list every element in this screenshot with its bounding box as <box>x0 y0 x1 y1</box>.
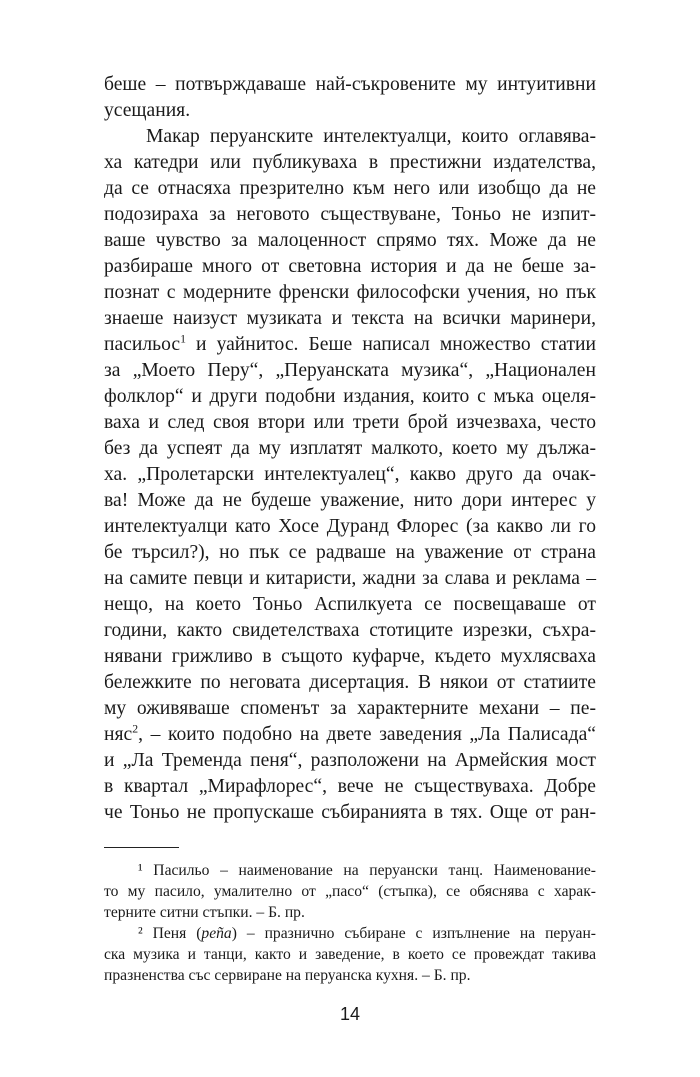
footnote-separator <box>104 847 179 848</box>
text-line: разбираше много от световна история и да не беше за- <box>104 256 596 277</box>
text-span: ² Пеня ( <box>138 925 202 942</box>
text-line: на самите певци и китаристи, жадни за слава и реклама – <box>104 568 596 589</box>
text-line: познат с модерните френски философски учения, но пък <box>104 282 596 303</box>
text-line: му оживяваше споменът за характерните механи – пе- <box>104 698 596 719</box>
text-line: подозираха за неговото съществуване, Тоньо не изпит- <box>104 204 596 225</box>
footnote-2-line: ска музика и танци, както и заведение, в което се провеждат такива <box>104 946 596 963</box>
text-line: години, както свидетелстваха стотиците изрезки, съхра- <box>104 620 596 641</box>
text-line: нещо, на което Тоньо Аспилкуета се посвещаваше от <box>104 594 596 615</box>
text-line: бе търсил?), но пък се радваше на уважение от страна <box>104 542 596 563</box>
text-span: пасильос <box>104 334 181 355</box>
text-line: за „Моето Перу“, „Перуанската музика“, „Национален <box>104 360 596 381</box>
text-line: ва! Може да не будеше уважение, нито дори интерес у <box>104 490 596 511</box>
page-number: 14 <box>339 1004 361 1024</box>
footnote-ref-2[interactable]: 2 <box>132 722 139 736</box>
text-line: без да успеят да му изплатят малкото, което му дължа- <box>104 438 596 459</box>
text-line: знаеше наизуст музиката и текста на всички маринери, <box>104 308 596 329</box>
footnote-1-line: ¹ Пасильо – наименование на перуански танц. Наименование- <box>138 862 596 879</box>
text-line: интелектуалци като Хосе Дуранд Флорес (за какво ли го <box>104 516 596 537</box>
text-line: в квартал „Мирафлорес“, вече не съществуваха. Добре <box>104 776 596 797</box>
text-line: фолклор“ и други подобни издания, които с мъка оцеля- <box>104 386 596 407</box>
text-line <box>104 332 596 358</box>
text-line: ха катедри или публикуваха в престижни издателства, <box>104 152 596 173</box>
text-line: ваше чувство за малоценност спрямо тях. Може да не <box>104 230 596 251</box>
text-line: бележките по неговата дисертация. В някои от статиите <box>104 672 596 693</box>
text-span: и уайнитос. Беше написал множество статии <box>185 334 596 355</box>
footnote-1-line: терните ситни стъпки. – Б. пр. <box>104 904 305 921</box>
footnote-2-line <box>138 923 596 944</box>
text-line: да се отнасяха презрително към него или изобщо да не <box>104 178 596 199</box>
text-span: ) – празнично събиране с изпълнение на перуан- <box>231 925 596 942</box>
footnote-ref-1[interactable]: 1 <box>180 332 186 346</box>
text-line: Макар перуанските интелектуалци, които оглавява- <box>146 126 596 147</box>
text-line: нявани грижливо в същото куфарче, където мухлясваха <box>104 646 596 667</box>
text-line <box>104 722 596 748</box>
footnote-2-line: празненства със сервиране на перуанска кухня. – Б. пр. <box>104 967 471 984</box>
text-span: няс <box>104 724 133 745</box>
text-span: , – които подобно на двете заведения „Ла Палисада“ <box>138 724 596 745</box>
text-line: че Тоньо не пропускаше събиранията в тях. Още от ран- <box>104 802 596 823</box>
text-span-italic: peña <box>201 925 232 942</box>
text-line: усещания. <box>104 100 191 121</box>
text-line: и „Ла Тременда пеня“, разположени на Армейския мост <box>104 750 596 771</box>
text-line: ха. „Пролетарски интелектуалец“, какво друго да очак- <box>104 464 596 485</box>
text-line: беше – потвърждаваше най-съкровените му интуитивни <box>104 74 596 95</box>
text-line: ваха и след своя втори или трети брой изчезваха, често <box>104 412 596 433</box>
footnote-1-line: то му пасило, умалително от „пасо“ (стъпка), се обяснява с харак- <box>104 883 596 900</box>
